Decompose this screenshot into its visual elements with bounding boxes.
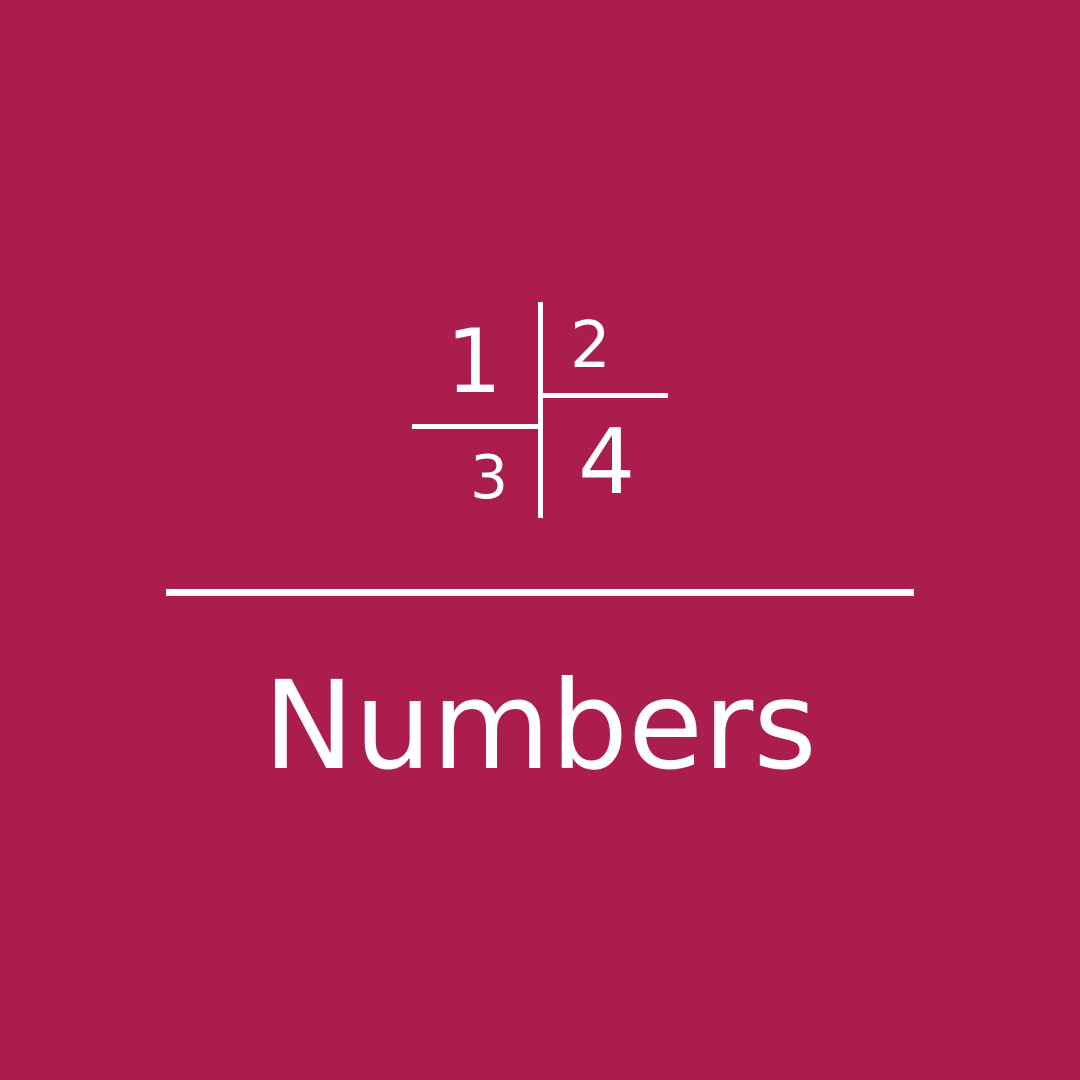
logo-digit-bottom-left: 3 xyxy=(470,443,509,513)
logo-upper-right-line xyxy=(540,393,668,398)
logo-digit-top-right: 2 xyxy=(570,309,611,383)
logo-vertical-line xyxy=(538,302,543,518)
title-divider xyxy=(166,589,914,596)
logo-lower-left-line xyxy=(412,424,542,429)
logo-digit-top-left: 1 xyxy=(446,310,502,413)
logo-digit-bottom-right: 4 xyxy=(578,410,636,515)
page-title: Numbers xyxy=(263,655,817,797)
